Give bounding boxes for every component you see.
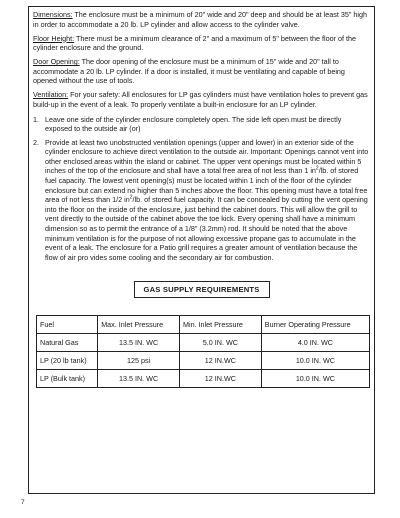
table-header-row — [37, 316, 370, 334]
table-cell: 125 psi — [98, 352, 180, 370]
ventilation-paragraph — [33, 90, 370, 109]
table-row — [37, 370, 370, 388]
table-cell: 13.5 IN. WC — [98, 334, 180, 352]
table-header: Burner Operating Pressure — [261, 316, 369, 334]
table-cell: LP (Bulk tank) — [37, 370, 98, 388]
list-item-number: 2. — [33, 137, 39, 147]
list-item-text: Leave one side of the cylinder enclosure completely open. The side left open must be directly exposed to the outside air (or) — [45, 114, 342, 134]
table-cell: 12 IN.WC — [179, 352, 261, 370]
dimensions-text: The enclosure must be a minimum of 20" wide and 20" deep and should be at least 35" high in order to accommodate a 20 lb. LP cylinder and allow access to the cylinder valve. — [33, 10, 367, 29]
table-cell: 12 IN.WC — [179, 370, 261, 388]
dimensions-label: Dimensions: — [33, 10, 73, 19]
gas-supply-title-wrap — [33, 279, 370, 298]
ventilation-text: For your safety: All enclosures for LP gas cylinders must have ventilation holes to prevent gas build-up in the event of a leak. To properly ventilate a built-in enclosure for an LP cylinder. — [33, 90, 368, 109]
table-cell: LP (20 lb tank) — [37, 352, 98, 370]
table-header: Fuel — [37, 316, 98, 334]
table-cell: 13.5 IN. WC — [98, 370, 180, 388]
ventilation-options-list — [33, 115, 370, 263]
gas-supply-table — [36, 315, 370, 388]
page-content — [33, 10, 370, 388]
ventilation-label: Ventilation: — [33, 90, 69, 100]
table-header: Min. Inlet Pressure — [179, 316, 261, 334]
floor-height-label: Floor Height: — [33, 33, 75, 43]
door-opening-label: Door Opening: — [33, 57, 80, 67]
door-opening-text: The door opening of the enclosure must be a minimum of 15" wide and 20" tall to accommodate a 20 lb. LP cylinder. If a door is installed, it must be ventilating and capable of being opened without the use of tools. — [33, 57, 345, 86]
table-cell: Natural Gas — [37, 334, 98, 352]
list-item-text-part: /lb. of stored fuel capacity. It can be concealed by cutting the vent opening into the floor on the inside of the enclosure, just behind the cabinet doors. This will allow the grill to vent directly to the outside of the cabinet above the toe kick. Every opening shall have a minimum dimension so as to permit the entrance of a 1/8" (3.2mm) rod. It should be noted that the above minimum ventilation is for the purpose of not allowing excessive propane gas to accumulate in the event of a leak. The enclosure for a Patio grill requires a greater amount of ventilation because the flow of air pro vides some cooling and the secondary air for combustion. — [45, 195, 368, 262]
list-item — [33, 115, 370, 134]
list-item-text — [45, 138, 370, 263]
gas-supply-title: GAS SUPPLY REQUIREMENTS — [134, 281, 270, 298]
table-cell: 5.0 IN. WC — [179, 334, 261, 352]
table-cell: 4.0 IN. WC — [261, 334, 369, 352]
page-number: 7 — [21, 499, 25, 506]
table-cell: 10.0 IN. WC — [261, 370, 369, 388]
door-opening-paragraph — [33, 57, 370, 86]
list-item-text-part: /lb. of stored fuel capacity. The lowest vent opening(s) must be located within 1 inch of the floor of the cylinder enclosure but can extend no higher than 5 inches above the floor. This opening must have a total free area of not less than 1/2 in — [45, 166, 368, 205]
table-row — [37, 334, 370, 352]
superscript: 2 — [129, 194, 133, 201]
list-item-number: 1. — [33, 114, 39, 124]
list-item-text-part: Provide at least two unobstructed ventilation openings (upper and lower) in an exterior side of the cylinder enclosure to achieve direct ventilation to the outside air. Important: Openings cannot vent into other enclosed areas within the island or cabinet. The upper vent openings must be located within 5 inches of the top of the enclosure and shall have a total free area of not less than 1 in — [45, 137, 369, 176]
floor-height-paragraph — [33, 34, 370, 53]
floor-height-text: There must be a minimum clearance of 2" and a maximum of 5" between the floor of the cylinder enclosure and the ground. — [33, 33, 356, 53]
table-cell: 10.0 IN. WC — [261, 352, 369, 370]
superscript: 2 — [315, 166, 319, 173]
dimensions-paragraph — [33, 10, 370, 29]
table-row — [37, 352, 370, 370]
list-item — [33, 138, 370, 263]
table-header: Max. Inlet Pressure — [98, 316, 180, 334]
